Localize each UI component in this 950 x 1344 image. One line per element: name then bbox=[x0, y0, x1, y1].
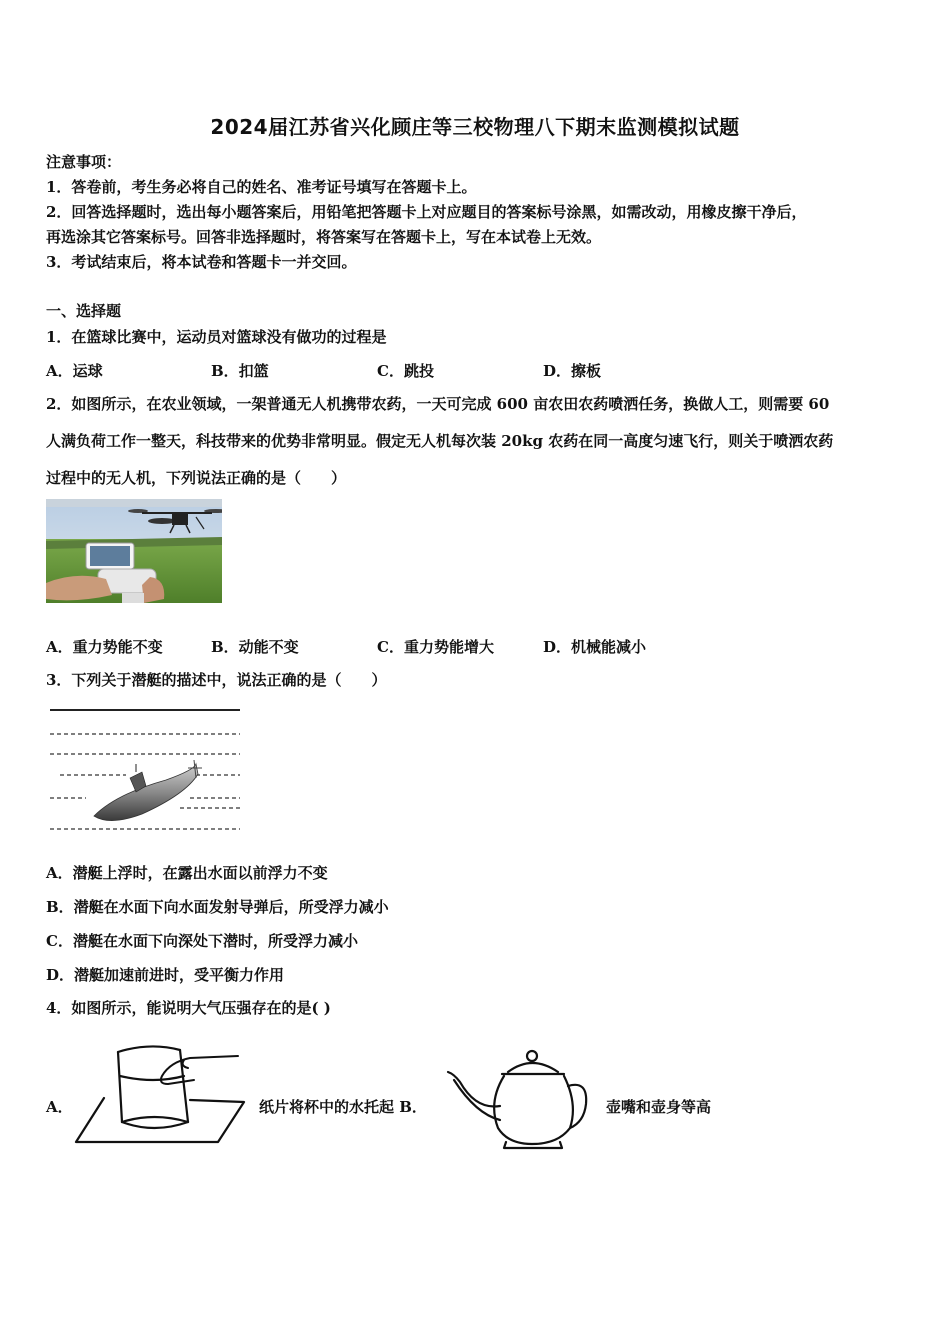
notice-heading: 注意事项： bbox=[46, 153, 122, 171]
q1-option-a: A．运球 bbox=[46, 362, 103, 380]
notice-item-3: 3．考试结束后，将本试卷和答题卡一并交回。 bbox=[46, 253, 357, 271]
teapot-icon bbox=[448, 1051, 586, 1148]
cup-paper-diagram bbox=[70, 1036, 250, 1146]
q2-stem-line-3: 过程中的无人机，下列说法正确的是（ ） bbox=[46, 469, 347, 487]
teapot-diagram bbox=[446, 1046, 598, 1150]
q2-option-d: D．机械能减小 bbox=[543, 638, 647, 656]
q2-stem-line-1: 2．如图所示，在农业领域，一架普通无人机携带农药，一天可完成 600 亩农田农药喷洒任务，换做人工，则需要 60 bbox=[46, 395, 830, 413]
q4-option-b-text: 壶嘴和壶身等高 bbox=[606, 1098, 712, 1116]
q3-option-c: C．潜艇在水面下向深处下潜时，所受浮力减小 bbox=[46, 932, 358, 950]
hand-icon bbox=[161, 1056, 238, 1084]
q4-option-a-label: A． bbox=[46, 1098, 73, 1116]
page-title: 2024届江苏省兴化顾庄等三校物理八下期末监测模拟试题 bbox=[210, 115, 740, 139]
notice-item-2-line-1: 2．回答选择题时，选出每小题答案后，用铅笔把答题卡上对应题目的答案标号涂黑，如需改动，用橡皮擦干净后， bbox=[46, 203, 807, 221]
q2-option-b: B．动能不变 bbox=[211, 638, 299, 656]
q2-stem-line-2: 人满负荷工作一整天，科技带来的优势非常明显。假定无人机每次装 20kg 农药在同一高度匀速飞行，则关于喷洒农药 bbox=[46, 432, 834, 450]
q3-option-a: A．潜艇上浮时，在露出水面以前浮力不变 bbox=[46, 864, 328, 882]
submarine-icon bbox=[94, 760, 202, 821]
q1-option-b: B．扣篮 bbox=[211, 362, 269, 380]
section-heading: 一、选择题 bbox=[46, 302, 122, 320]
q2-option-a: A．重力势能不变 bbox=[46, 638, 163, 656]
drone-photo bbox=[46, 499, 222, 603]
q1-option-d: D．擦板 bbox=[543, 362, 602, 380]
q3-option-d: D．潜艇加速前进时，受平衡力作用 bbox=[46, 966, 285, 984]
q2-option-c: C．重力势能增大 bbox=[377, 638, 494, 656]
q1-option-c: C．跳投 bbox=[377, 362, 434, 380]
q4-option-a-text: 纸片将杯中的水托起 B． bbox=[259, 1098, 427, 1116]
q1-stem: 1．在篮球比赛中，运动员对篮球没有做功的过程是 bbox=[46, 328, 387, 346]
q3-option-b: B．潜艇在水面下向水面发射导弹后，所受浮力减小 bbox=[46, 898, 389, 916]
notice-item-2-line-2: 再选涂其它答案标号。回答非选择题时，将答案写在答题卡上，写在本试卷上无效。 bbox=[46, 228, 602, 246]
q4-stem: 4．如图所示，能说明大气压强存在的是( ) bbox=[46, 999, 331, 1017]
submarine-diagram bbox=[46, 702, 244, 836]
q3-stem: 3．下列关于潜艇的描述中，说法正确的是（ ） bbox=[46, 671, 387, 689]
notice-item-1: 1．答卷前，考生务必将自己的姓名、准考证号填写在答题卡上。 bbox=[46, 178, 477, 196]
